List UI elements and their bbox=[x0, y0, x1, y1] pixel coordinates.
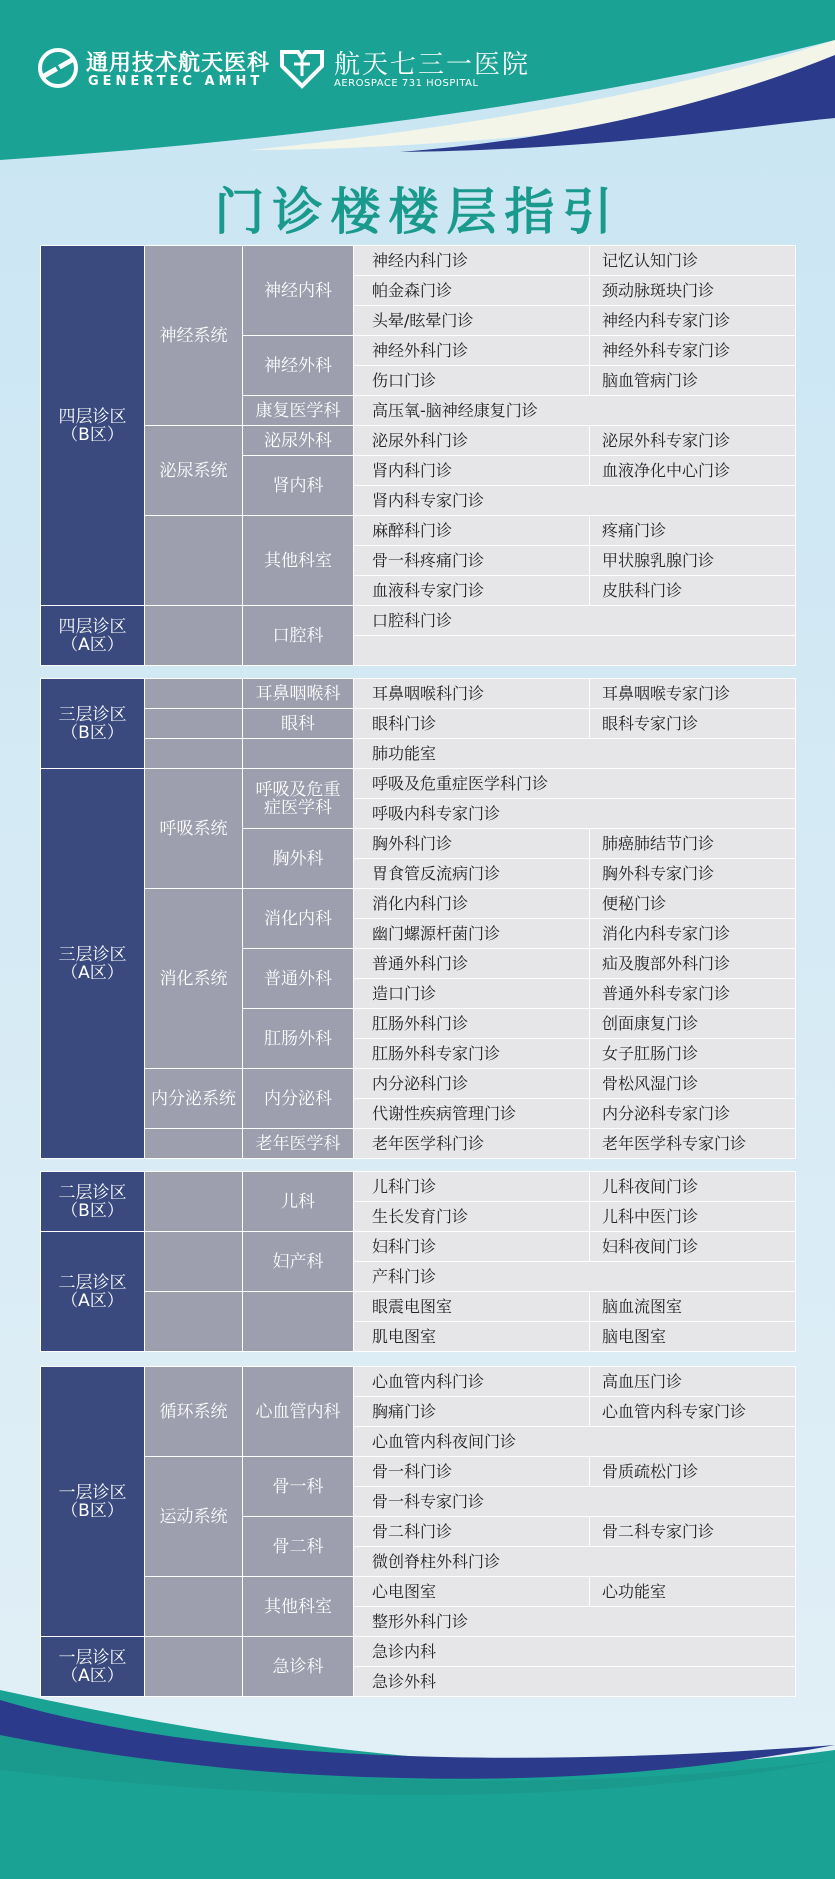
table-row bbox=[41, 1129, 796, 1159]
system-label: 呼吸系统 bbox=[145, 769, 243, 889]
clinic-cell: 脑血管病门诊 bbox=[590, 366, 796, 396]
clinic-cell: 疝及腹部外科门诊 bbox=[590, 949, 796, 979]
clinic-cell: 骨二科专家门诊 bbox=[590, 1517, 796, 1547]
clinic-cell: 泌尿外科门诊 bbox=[354, 426, 590, 456]
clinic-cell: 耳鼻咽喉专家门诊 bbox=[590, 679, 796, 709]
clinic-cell: 骨二科门诊 bbox=[354, 1517, 590, 1547]
zone-label: 三层诊区 （A区） bbox=[41, 769, 145, 1159]
clinic-cell: 帕金森门诊 bbox=[354, 276, 590, 306]
clinic-cell: 眼科专家门诊 bbox=[590, 709, 796, 739]
clinic-cell bbox=[354, 636, 796, 666]
dept-label: 消化内科 bbox=[243, 889, 354, 949]
clinic-cell: 脑电图室 bbox=[590, 1322, 796, 1352]
system-label: 消化系统 bbox=[145, 889, 243, 1069]
dept-label: 肾内科 bbox=[243, 456, 354, 516]
zone-label: 四层诊区 （A区） bbox=[41, 606, 145, 666]
zone-label: 四层诊区 （B区） bbox=[41, 246, 145, 606]
hospital-logo-icon bbox=[276, 46, 328, 90]
clinic-cell: 肌电图室 bbox=[354, 1322, 590, 1352]
floor4-table bbox=[40, 245, 796, 666]
clinic-cell: 生长发育门诊 bbox=[354, 1202, 590, 1232]
dept-label: 其他科室 bbox=[243, 1577, 354, 1637]
clinic-cell: 头晕/眩晕门诊 bbox=[354, 306, 590, 336]
zone-label: 一层诊区 （A区） bbox=[41, 1637, 145, 1697]
system-label: 泌尿系统 bbox=[145, 426, 243, 516]
table-row bbox=[41, 1457, 796, 1487]
table-row bbox=[41, 1577, 796, 1607]
table-row bbox=[41, 1292, 796, 1322]
clinic-cell: 老年医学科专家门诊 bbox=[590, 1129, 796, 1159]
clinic-cell: 便秘门诊 bbox=[590, 889, 796, 919]
clinic-cell: 骨松风湿门诊 bbox=[590, 1069, 796, 1099]
clinic-cell: 心血管内科专家门诊 bbox=[590, 1397, 796, 1427]
zone-label: 二层诊区 （A区） bbox=[41, 1232, 145, 1352]
clinic-cell: 儿科中医门诊 bbox=[590, 1202, 796, 1232]
clinic-cell: 内分泌科门诊 bbox=[354, 1069, 590, 1099]
dept-label: 骨一科 bbox=[243, 1457, 354, 1517]
floor1-table bbox=[40, 1366, 796, 1697]
dept-label: 康复医学科 bbox=[243, 396, 354, 426]
dept-label: 眼科 bbox=[243, 709, 354, 739]
dept-label: 其他科室 bbox=[243, 516, 354, 606]
floor2-table bbox=[40, 1171, 796, 1352]
clinic-cell: 幽门螺源杆菌门诊 bbox=[354, 919, 590, 949]
system-label-empty bbox=[145, 1577, 243, 1637]
clinic-cell: 骨一科专家门诊 bbox=[354, 1487, 796, 1517]
system-label-empty bbox=[145, 1292, 243, 1352]
clinic-cell: 普通外科专家门诊 bbox=[590, 979, 796, 1009]
table-row bbox=[41, 679, 796, 709]
dept-label: 泌尿外科 bbox=[243, 426, 354, 456]
dept-label: 呼吸及危重症医学科 bbox=[243, 769, 354, 829]
clinic-cell: 胃食管反流病门诊 bbox=[354, 859, 590, 889]
table-row bbox=[41, 739, 796, 769]
dept-label: 儿科 bbox=[243, 1172, 354, 1232]
dept-label: 耳鼻咽喉科 bbox=[243, 679, 354, 709]
clinic-cell: 肛肠外科专家门诊 bbox=[354, 1039, 590, 1069]
zone-label: 二层诊区 （B区） bbox=[41, 1172, 145, 1232]
clinic-cell: 眼科门诊 bbox=[354, 709, 590, 739]
clinic-cell: 血液科专家门诊 bbox=[354, 576, 590, 606]
table-row bbox=[41, 1367, 796, 1397]
dept-label: 急诊科 bbox=[243, 1637, 354, 1697]
clinic-cell: 肛肠外科门诊 bbox=[354, 1009, 590, 1039]
clinic-cell: 呼吸及危重症医学科门诊 bbox=[354, 769, 796, 799]
system-label-empty bbox=[145, 739, 243, 769]
system-label-empty bbox=[145, 709, 243, 739]
table-row bbox=[41, 889, 796, 919]
dept-label-empty bbox=[243, 1292, 354, 1352]
zone-label: 三层诊区 （B区） bbox=[41, 679, 145, 769]
clinic-cell: 消化内科专家门诊 bbox=[590, 919, 796, 949]
clinic-cell: 产科门诊 bbox=[354, 1262, 796, 1292]
system-label-empty bbox=[145, 679, 243, 709]
clinic-cell: 麻醉科门诊 bbox=[354, 516, 590, 546]
clinic-cell: 胸痛门诊 bbox=[354, 1397, 590, 1427]
clinic-cell: 高血压门诊 bbox=[590, 1367, 796, 1397]
clinic-cell: 记忆认知门诊 bbox=[590, 246, 796, 276]
clinic-cell: 妇科门诊 bbox=[354, 1232, 590, 1262]
clinic-cell: 眼震电图室 bbox=[354, 1292, 590, 1322]
clinic-cell: 造口门诊 bbox=[354, 979, 590, 1009]
clinic-cell: 心血管内科门诊 bbox=[354, 1367, 590, 1397]
table-row bbox=[41, 1637, 796, 1667]
dept-label: 妇产科 bbox=[243, 1232, 354, 1292]
hospital-name-en: AEROSPACE 731 HOSPITAL bbox=[334, 78, 479, 89]
table-row bbox=[41, 246, 796, 276]
system-label-empty bbox=[145, 1232, 243, 1292]
clinic-cell: 儿科夜间门诊 bbox=[590, 1172, 796, 1202]
dept-label: 内分泌科 bbox=[243, 1069, 354, 1129]
system-label-empty bbox=[145, 1172, 243, 1232]
clinic-cell: 泌尿外科专家门诊 bbox=[590, 426, 796, 456]
clinic-cell: 神经内科专家门诊 bbox=[590, 306, 796, 336]
clinic-cell: 骨质疏松门诊 bbox=[590, 1457, 796, 1487]
dept-label: 肛肠外科 bbox=[243, 1009, 354, 1069]
clinic-cell: 老年医学科门诊 bbox=[354, 1129, 590, 1159]
dept-label: 普通外科 bbox=[243, 949, 354, 1009]
clinic-cell: 耳鼻咽喉科门诊 bbox=[354, 679, 590, 709]
table-row bbox=[41, 709, 796, 739]
clinic-cell: 伤口门诊 bbox=[354, 366, 590, 396]
table-row bbox=[41, 516, 796, 546]
dept-label-empty bbox=[243, 739, 354, 769]
clinic-cell: 肾内科门诊 bbox=[354, 456, 590, 486]
system-label-empty bbox=[145, 1637, 243, 1697]
clinic-cell: 普通外科门诊 bbox=[354, 949, 590, 979]
dept-label: 口腔科 bbox=[243, 606, 354, 666]
system-label-empty bbox=[145, 516, 243, 606]
system-label: 神经系统 bbox=[145, 246, 243, 426]
dept-label: 胸外科 bbox=[243, 829, 354, 889]
clinic-cell: 急诊外科 bbox=[354, 1667, 796, 1697]
hospital-name-cn: 航天七三一医院 bbox=[334, 50, 531, 80]
clinic-cell: 急诊内科 bbox=[354, 1637, 796, 1667]
table-row bbox=[41, 769, 796, 799]
genertec-logo-icon bbox=[36, 46, 80, 90]
clinic-cell: 整形外科门诊 bbox=[354, 1607, 796, 1637]
clinic-cell: 心血管内科夜间门诊 bbox=[354, 1427, 796, 1457]
clinic-cell: 血液净化中心门诊 bbox=[590, 456, 796, 486]
clinic-cell: 创面康复门诊 bbox=[590, 1009, 796, 1039]
system-label: 内分泌系统 bbox=[145, 1069, 243, 1129]
dept-label: 心血管内科 bbox=[243, 1367, 354, 1457]
page-title: 门诊楼楼层指引 bbox=[214, 183, 621, 241]
system-label-empty bbox=[145, 1129, 243, 1159]
clinic-cell: 胸外科门诊 bbox=[354, 829, 590, 859]
clinic-cell: 口腔科门诊 bbox=[354, 606, 796, 636]
clinic-cell: 骨一科疼痛门诊 bbox=[354, 546, 590, 576]
clinic-cell: 肾内科专家门诊 bbox=[354, 486, 796, 516]
clinic-cell: 呼吸内科专家门诊 bbox=[354, 799, 796, 829]
clinic-cell: 妇科夜间门诊 bbox=[590, 1232, 796, 1262]
clinic-cell: 代谢性疾病管理门诊 bbox=[354, 1099, 590, 1129]
table-row bbox=[41, 1069, 796, 1099]
clinic-cell: 骨一科门诊 bbox=[354, 1457, 590, 1487]
clinic-cell: 神经外科专家门诊 bbox=[590, 336, 796, 366]
clinic-cell: 疼痛门诊 bbox=[590, 516, 796, 546]
clinic-cell: 儿科门诊 bbox=[354, 1172, 590, 1202]
clinic-cell: 脑血流图室 bbox=[590, 1292, 796, 1322]
table-row bbox=[41, 1232, 796, 1262]
clinic-cell: 肺癌肺结节门诊 bbox=[590, 829, 796, 859]
dept-label: 神经外科 bbox=[243, 336, 354, 396]
system-label: 循环系统 bbox=[145, 1367, 243, 1457]
clinic-cell: 女子肛肠门诊 bbox=[590, 1039, 796, 1069]
clinic-cell: 神经内科门诊 bbox=[354, 246, 590, 276]
clinic-cell: 内分泌科专家门诊 bbox=[590, 1099, 796, 1129]
zone-label: 一层诊区 （B区） bbox=[41, 1367, 145, 1637]
clinic-cell: 甲状腺乳腺门诊 bbox=[590, 546, 796, 576]
clinic-cell: 肺功能室 bbox=[354, 739, 796, 769]
dept-label: 老年医学科 bbox=[243, 1129, 354, 1159]
clinic-cell: 微创脊柱外科门诊 bbox=[354, 1547, 796, 1577]
clinic-cell: 颈动脉斑块门诊 bbox=[590, 276, 796, 306]
brand-name-en: GENERTEC AMHT bbox=[88, 74, 264, 89]
floor3-table bbox=[40, 678, 796, 1159]
clinic-cell: 胸外科专家门诊 bbox=[590, 859, 796, 889]
clinic-cell: 消化内科门诊 bbox=[354, 889, 590, 919]
system-label: 运动系统 bbox=[145, 1457, 243, 1577]
clinic-cell: 皮肤科门诊 bbox=[590, 576, 796, 606]
clinic-cell: 高压氧-脑神经康复门诊 bbox=[354, 396, 796, 426]
clinic-cell: 神经外科门诊 bbox=[354, 336, 590, 366]
system-label-empty bbox=[145, 606, 243, 666]
brand-name-cn: 通用技术航天医科 bbox=[86, 51, 271, 76]
clinic-cell: 心功能室 bbox=[590, 1577, 796, 1607]
table-row bbox=[41, 606, 796, 636]
dept-label: 神经内科 bbox=[243, 246, 354, 336]
table-row bbox=[41, 1172, 796, 1202]
table-row bbox=[41, 426, 796, 456]
clinic-cell: 心电图室 bbox=[354, 1577, 590, 1607]
dept-label: 骨二科 bbox=[243, 1517, 354, 1577]
